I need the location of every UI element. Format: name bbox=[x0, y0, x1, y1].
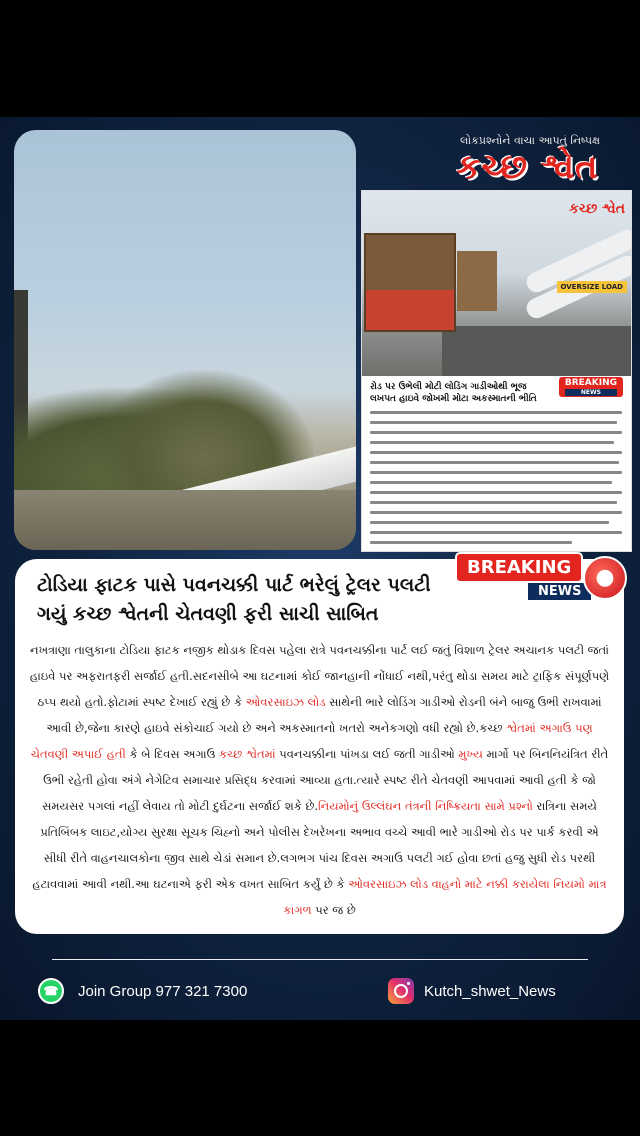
body-text: કે બે દિવસ અગાઉ bbox=[125, 747, 219, 761]
whatsapp-icon: ☎ bbox=[38, 978, 64, 1004]
body-text: રાત્રિના સમયે પ્રતિબિંબક લાઇટ,યોગ્ય સુરક્ષા સૂચક ચિહ્નો અને પોલીસ દેખરેખના અભાવ વચ્ચે આવી ભારે ગાડીઓ રોડ પર પાર્ક કરવી એ સીધી રીતે વાહનચાલકોના જીવ સાથે ચેડાં સમાન છે.લગભગ પાંચ દિવસ અગાઉ પલટી ગઈ હોવા છતાં હજુ સુધી રોડ પરથી હટાવવામાં આવી નથી.આ ઘટનાએ ફરી એક વખત સાબિત કર્યું છે કે bbox=[32, 799, 599, 891]
clipping-title: રોડ પર ઉભેલી મોટી લોડિંગ ગાડીઓથી ભૂજ લખપત હાઇવે જોખમી મોટા અકસ્માતની ભીતિ bbox=[370, 382, 537, 404]
highlight-text: મુખ્ય bbox=[458, 747, 483, 761]
newspaper-clipping[interactable] bbox=[361, 190, 632, 552]
highlight-text: શ્વેતમાં અગાઉ પણ ચેતવણી અપાઈ હતી bbox=[30, 721, 593, 761]
highlight-text: કચ્છ શ્વેતમાં bbox=[218, 747, 276, 761]
body-text: નખત્રાણા તાલુકાના ટોડિયા ફાટક નજીક થોડાક દિવસ પહેલા રાત્રે પવનચક્કીના પાર્ટ લઈ જતું વિશાળ ટ્રેલર અચાનક પલટી જતાં હાઇવે પર અફરાતફરી સર્જાઈ હતી.સદનસીબે આ ઘટનામાં કોઈ જાનહાની નોંધાઈ નથી,પરંતુ થોડા સમય માટે ટ્રાફિક સંપૂર્ણપણે ઠપ્પ થયો હતો.ફોટામાં સ્પષ્ટ દેખાઈ રહ્યું છે કે bbox=[29, 643, 610, 709]
highlight-text: નિયમોનું ઉલ્લંઘન તંત્રની નિષ્ક્રિયતા સામે પ્રશ્નો bbox=[318, 799, 533, 813]
news-post-card bbox=[0, 117, 640, 1020]
body-text: સાથેની ભારે લોડિંગ ગાડીઓ રોડની બંને બાજુ ઉભી રાખવામાં આવી છે,જેના કારણે હાઇવે સંકોચાઈ ગયો છે અને અકસ્માતનો ખતરો અનેકગણો વધી રહ્યો છે.કચ્છ bbox=[46, 695, 602, 735]
article-card bbox=[15, 559, 624, 934]
highlight-text: ઓવરસાઇઝ લોડ bbox=[245, 695, 326, 709]
body-text: પવનચક્કીના પાંખડા લઈ જતી ગાડીઓ bbox=[275, 747, 459, 761]
whatsapp-link[interactable] bbox=[38, 977, 247, 1005]
clipping-photo bbox=[362, 191, 631, 376]
oversize-load-sign: OVERSIZE LOAD bbox=[557, 281, 628, 293]
clipping-logo: કચ્છ શ્વેત bbox=[568, 201, 625, 217]
road bbox=[442, 326, 632, 376]
news-text: NEWS bbox=[565, 389, 617, 396]
clipping-body-lines bbox=[370, 411, 622, 551]
truck bbox=[364, 233, 456, 332]
windmill-blades bbox=[522, 241, 632, 311]
instagram-icon bbox=[388, 978, 414, 1004]
highlight-text: ઓવરસાઇઝ લોડ વાહનો માટે નક્કી કરાયેલા નિયમો માત્ર કાગળ bbox=[283, 877, 607, 917]
instagram-label: Kutch_shwet_News bbox=[424, 982, 556, 1000]
brand-logo: કચ્છ શ્વેત bbox=[456, 147, 599, 187]
news-label: NEWS bbox=[527, 582, 592, 601]
accident-photo[interactable] bbox=[14, 130, 356, 550]
breaking-text: BREAKING bbox=[564, 378, 617, 388]
clipping-breaking-badge bbox=[559, 377, 623, 397]
ground bbox=[14, 490, 356, 550]
body-text: માર્ગો પર બિનનિયંત્રિત રીતે ઉભી રહેતી હોવા અંગે નેગેટિવ સમાચાર પ્રસિદ્ધ કરવામાં આવ્યા હતા.ત્યારે સ્પષ્ટ રીતે ચેતવણી આપવામાં આવી હતી કે જો સમયસર પગલાં નહીં લેવાય તો મોટી દુર્ઘટના સર્જાઈ શકે છે. bbox=[42, 747, 609, 813]
truck bbox=[457, 251, 497, 311]
body-text: પર જ છે bbox=[311, 903, 356, 917]
whatsapp-label: Join Group 977 321 7300 bbox=[78, 982, 248, 1000]
brand-tagline: લોકપ્રશ્નોને વાચા આપતું નિષ્પક્ષ bbox=[460, 134, 600, 147]
article-body bbox=[29, 637, 610, 923]
article-headline: ટોડિયા ફાટક પાસે પવનચક્કી પાર્ટ ભરેલું ટ્રેલર પલટી ગયું કચ્છ શ્વેતની ચેતવણી ફરી સાચી સાબિત bbox=[37, 574, 431, 625]
breaking-label: BREAKING bbox=[455, 552, 583, 583]
footer-divider bbox=[52, 959, 588, 960]
instagram-link[interactable] bbox=[388, 977, 556, 1005]
globe-icon: ● bbox=[583, 556, 627, 600]
breaking-news-badge bbox=[455, 552, 627, 608]
